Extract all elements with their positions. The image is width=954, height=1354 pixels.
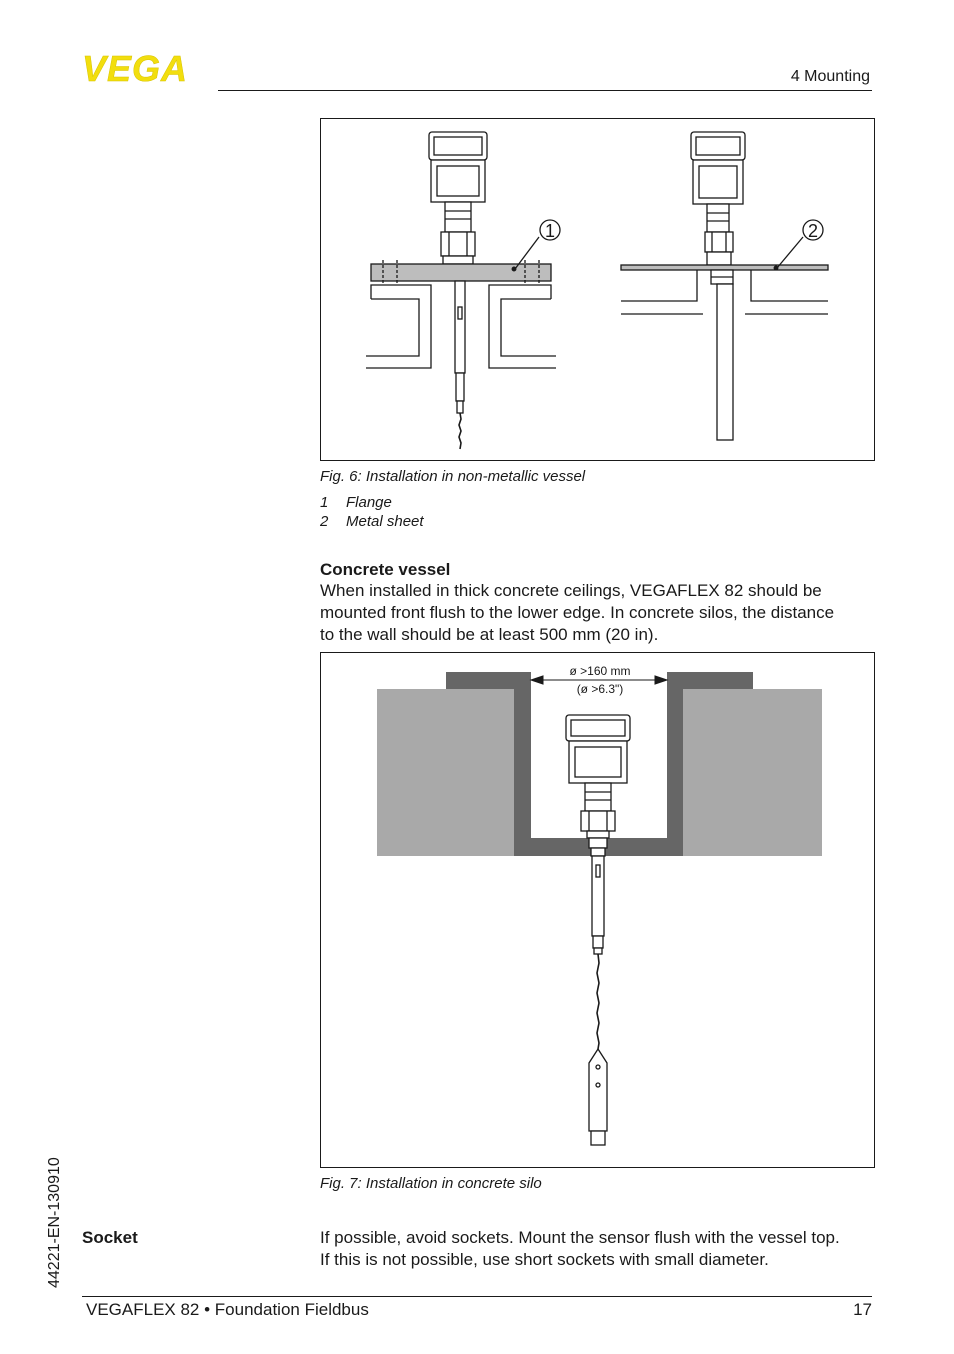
callout-1: 1 — [544, 221, 556, 241]
legend-item-metal-sheet — [320, 513, 424, 530]
figure-7-box — [320, 652, 875, 1168]
header-rule — [218, 90, 872, 91]
figure-6-caption: Fig. 6: Installation in non-metallic vessel — [320, 468, 586, 485]
figure-6-drawing — [321, 119, 874, 460]
legend-item-flange — [320, 494, 392, 511]
legend-num: 1 — [320, 494, 329, 511]
concrete-vessel-heading: Concrete vessel — [320, 560, 451, 579]
footer-rule — [82, 1296, 872, 1297]
document-code: 44221-EN-130910 — [46, 1157, 63, 1288]
text-line: If this is not possible, use short sockets with small diameter. — [320, 1250, 769, 1269]
callout-2: 2 — [807, 221, 819, 241]
concrete-vessel-text — [320, 580, 880, 646]
legend-label: Metal sheet — [346, 513, 424, 530]
socket-heading: Socket — [82, 1228, 138, 1247]
socket-text — [320, 1227, 880, 1271]
figure-7-caption: Fig. 7: Installation in concrete silo — [320, 1175, 542, 1192]
legend-num: 2 — [320, 513, 329, 530]
text-line: to the wall should be at least 500 mm (20 in). — [320, 625, 659, 644]
dimension-mm: ø >160 mm — [569, 664, 631, 678]
footer-title: VEGAFLEX 82 • Foundation Fieldbus — [86, 1300, 369, 1319]
logo-text: VEGA — [82, 52, 189, 84]
figure-7-drawing — [321, 653, 874, 1167]
text-line: mounted front flush to the lower edge. In concrete silos, the distance — [320, 603, 835, 622]
vega-logo — [82, 52, 212, 84]
dimension-in: (ø >6.3") — [576, 682, 624, 696]
section-label: 4 Mounting — [790, 68, 870, 85]
text-line: If possible, avoid sockets. Mount the sensor flush with the vessel top. — [320, 1228, 840, 1247]
legend-label: Flange — [346, 494, 392, 511]
figure-6-box — [320, 118, 875, 461]
page-number: 17 — [853, 1300, 872, 1319]
text-line: When installed in thick concrete ceilings, VEGAFLEX 82 should be — [320, 581, 822, 600]
